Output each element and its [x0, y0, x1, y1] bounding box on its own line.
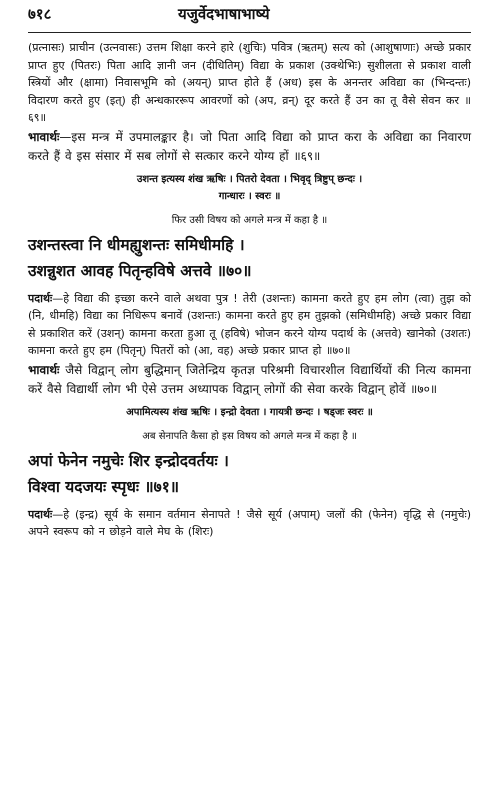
padartha-text: —हे (इन्द्र) सूर्य के समान वर्तमान सेनापते ! जैसे सूर्य (अपाम्) जलों की (फेनेन) वृद्धि से (नमुचेः) अपने स्वरूप को न छोड़ने वाले मेघ के (शिरः): [28, 507, 471, 538]
padartha-71: [28, 506, 471, 541]
rishi-70-line2: गान्धारः । स्वरः ॥: [218, 190, 281, 202]
bhavartha-69: [28, 128, 471, 167]
rishi-line-71: अपामित्यस्य शंख ऋषिः । इन्द्रो देवता । गायत्री छन्दः । षड्जः स्वरः ॥: [126, 406, 373, 418]
intro-71: अब सेनापति कैसा हो इस विषय को अगले मन्त्र में कहा है ॥: [142, 430, 357, 442]
padartha-70: [28, 290, 471, 360]
padartha-label: पदार्थः: [28, 291, 53, 305]
padartha-label: पदार्थः: [28, 507, 53, 521]
bhavartha-label: भावार्थः: [28, 362, 60, 377]
bhavartha-text: जैसे विद्वान् लोग बुद्धिमान् जितेन्द्रिय कृतज्ञ परिश्रमी विचारशील विद्यार्थियों की नित्य कामना करें वैसे विद्यार्थी लोग भी ऐसे उत्तम अध्यापक विद्वान् लोगों की सेवा करके विद्वान् होवें ॥७०॥: [28, 362, 471, 396]
paragraph-69-end: (प्रत्नासः) प्राचीन (उत्नवासः) उत्तम शिक्षा करने हारे (शुचिः) पवित्र (ऋतम्) सत्य को (आशुषाणाः) अच्छे प्रकार प्राप्त हुए (पितरः) पिता आदि ज्ञानी जन (दीधितिम्) विद्या के प्रकाश (उक्थेभिः) सुशीलता से प्रकाश वाली स्त्रियों और (क्षामा) निवासभूमि को (अयन्) प्राप्त होते हैं (अध) इस के अनन्तर अविद्या का (भिन्दन्तः) विदारण करते हुए (इत्) ही अन्धकाररूप आवरणों को (अप, व्रन्) दूर करते हैं उन का तू वैसे सेवन कर ॥६९॥: [28, 41, 471, 124]
mantra-71-line1: अपां फेनेन नमुचेः शिर इन्द्रोदवर्तयः ।: [28, 451, 229, 470]
rishi-70-line1: उशन्त इत्यस्य शंख ऋषिः । पितरो देवता । भिवृद् त्रिष्टुप् छन्दः ।: [136, 173, 363, 185]
mantra-70-line1: उशन्तस्त्वा नि धीमह्युशन्तः समिधीमहि ।: [28, 235, 245, 254]
mantra-70-line2: उशन्नुशत आवह पितृन्हविषे अत्तवे ॥७०॥: [28, 261, 252, 280]
intro-70: फिर उसी विषय को अगले मन्त्र में कहा है ॥: [171, 214, 328, 226]
bhavartha-70: [28, 361, 471, 400]
rishi-line-70: [28, 171, 471, 205]
page-header: [28, 4, 471, 33]
running-title: यजुर्वेदभाषाभाष्ये: [178, 5, 270, 23]
bhavartha-text: —इस मन्त्र में उपमालङ्कार है। जो पिता आदि विद्या को प्राप्त करा के अविद्या का निवारण करते हैं वे इस संसार में सब लोगों से सत्कार करने योग्य हों ॥६९॥: [28, 129, 471, 163]
padartha-text: —हे विद्या की इच्छा करने वाले अथवा पुत्र ! तेरी (उशन्तः) कामना करते हुए हम लोग (त्वा) तुझ को (नि, धीमहि) विद्या का निधिरूप बनावें (उशन्तः) कामना करते हुए हम तुझको (समिधीमहि) अच्छे प्रकार विद्या से प्रकाशित करें (उशन्) कामना करता हुआ तू (हविषे) भोजन करने योग्य पदार्थ के (अत्तवे) खानेको (उशतः) कामना करते हुए हम (पितृन्) पितरों को (आ, वह) अच्छे प्रकार प्राप्त हो ॥७०॥: [28, 291, 471, 357]
bhavartha-label: भावार्थः: [28, 129, 60, 144]
mantra-71-line2: विश्वा यदजयः स्पृधः ॥७१॥: [28, 477, 180, 496]
page-number: ७१८: [28, 5, 52, 23]
